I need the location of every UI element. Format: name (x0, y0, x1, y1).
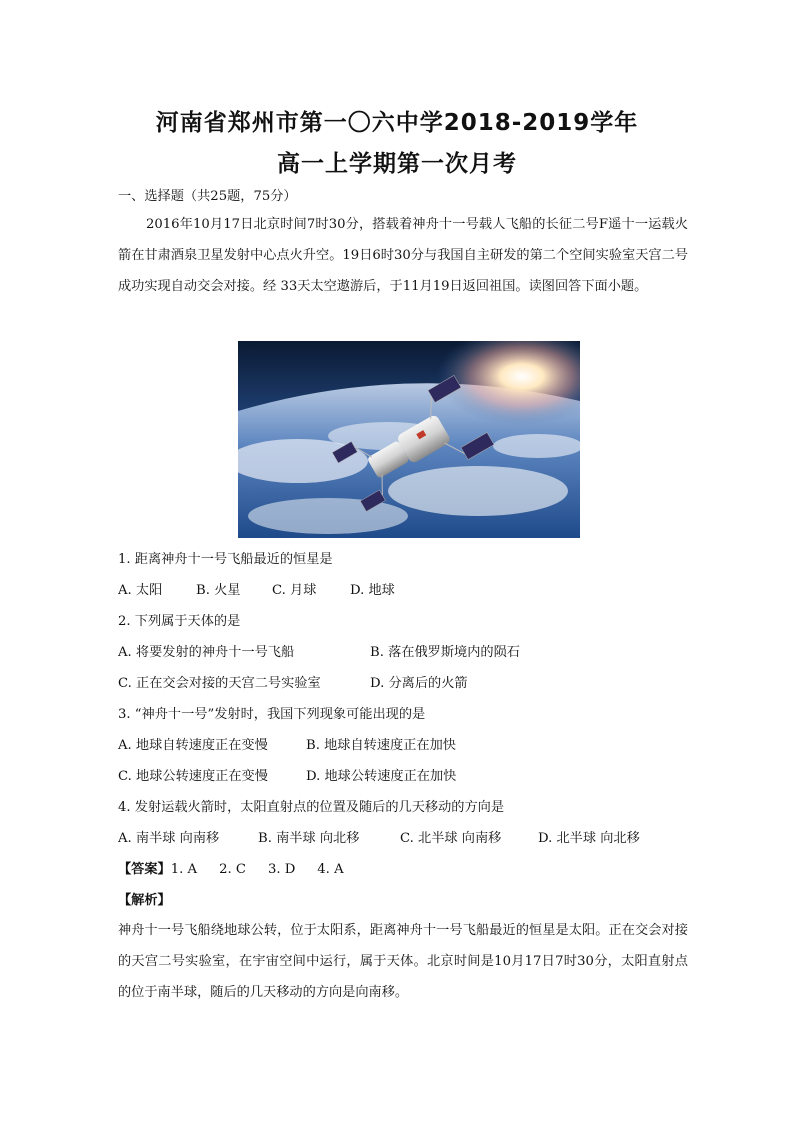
question-1-option-b: B. 火星 (196, 583, 241, 598)
answer-3: 3. D (267, 862, 296, 877)
question-4-option-c: C. 北半球 向南移 (400, 831, 502, 846)
question-2-option-c: C. 正在交会对接的天宫二号实验室 (118, 676, 321, 691)
question-3-stem: 3. “神舟十一号”发射时，我国下列现象可能出现的是 (118, 707, 426, 722)
page-title: 河南省郑州市第一〇六中学2018-2019学年 (155, 110, 639, 136)
question-4-option-d: D. 北半球 向北移 (538, 831, 640, 846)
question-4-option-b: B. 南半球 向北移 (258, 831, 360, 846)
question-1-option-c: C. 月球 (272, 583, 317, 598)
analysis-label-text: 【解析】 (118, 893, 171, 908)
question-3-option-b: B. 地球自转速度正在加快 (306, 738, 456, 753)
question-2-option-a: A. 将要发射的神舟十一号飞船 (118, 645, 295, 660)
question-1-option-d: D. 地球 (350, 583, 395, 598)
question-3-option-d: D. 地球公转速度正在加快 (306, 769, 457, 784)
answer-line (118, 860, 698, 880)
question-3-option-c: C. 地球公转速度正在变慢 (118, 769, 268, 784)
question-1-option-a: A. 太阳 (118, 583, 163, 598)
intro-paragraph (118, 209, 688, 302)
spacecraft-docking-illustration (238, 341, 580, 538)
question-2-option-d: D. 分离后的火箭 (370, 676, 468, 691)
section-heading: 一、选择题（共25题，75分） (118, 189, 297, 204)
question-4-stem: 4. 发射运载火箭时，太阳直射点的位置及随后的几天移动的方向是 (118, 800, 505, 815)
analysis-label (118, 891, 698, 911)
answer-4: 4. A (317, 862, 344, 877)
answer-2: 2. C (219, 862, 246, 877)
question-2-stem: 2. 下列属于天体的是 (118, 614, 241, 629)
answer-1: 1. A (170, 862, 198, 877)
question-1-stem: 1. 距离神舟十一号飞船最近的恒星是 (118, 552, 333, 567)
spacecraft-docking-photo (238, 341, 580, 538)
answer-label: 【答案】 (118, 862, 171, 877)
question-4-option-a: A. 南半球 向南移 (118, 831, 220, 846)
page-subtitle: 高一上学期第一次月考 (277, 151, 517, 177)
question-3-option-a: A. 地球自转速度正在变慢 (118, 738, 268, 753)
analysis-paragraph: 神舟十一号飞船绕地球公转，位于太阳系，距离神舟十一号飞船最近的恒星是太阳。正在交会对接的天宫二号实验室，在宇宙空间中运行，属于天体。北京时间是10月17日7时30分，太阳直射点的位于南半球，随后的几天移动的方向是向南移。 (118, 923, 688, 1000)
intro-text: 2016年10月17日北京时间7时30分，搭载着神舟十一号载人飞船的长征二号F遥十一运载火箭在甘肃酒泉卫星发射中心点火升空。19日6时30分与我国自主研发的第二个空间实验室天宫二号成功实现自动交会对接。经 33天太空遨游后，于11月19日返回祖国。读图回答下面小题。 (118, 217, 688, 294)
question-2-option-b: B. 落在俄罗斯境内的陨石 (370, 645, 520, 660)
